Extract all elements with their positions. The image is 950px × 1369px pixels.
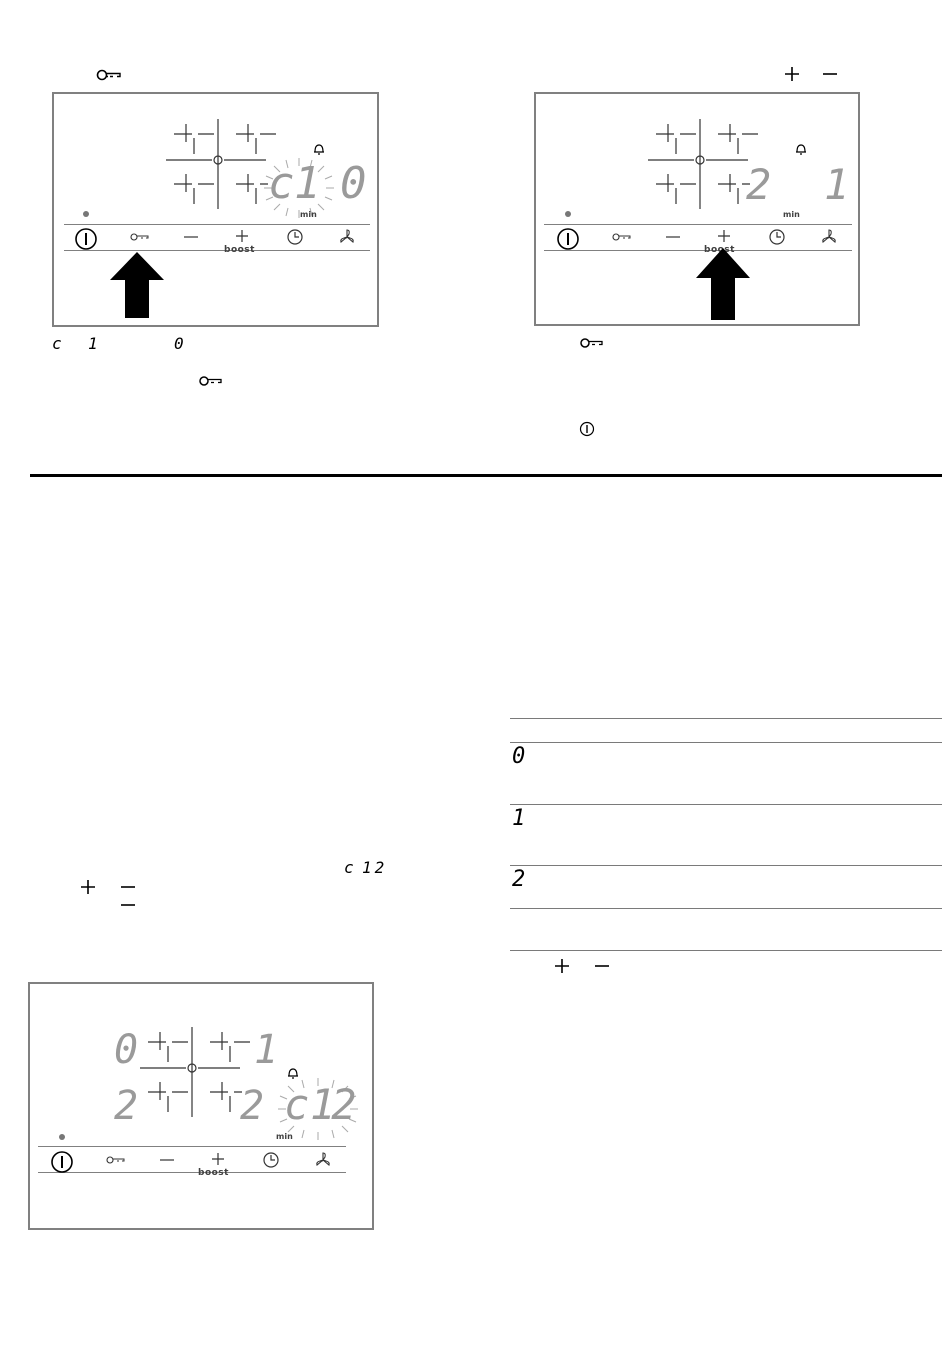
key-icon[interactable] xyxy=(130,232,150,242)
key-icon[interactable] xyxy=(612,232,632,242)
key-icon xyxy=(96,68,122,82)
minus-icon xyxy=(822,66,838,82)
display-digit-a: 1 xyxy=(294,158,321,209)
boost-label-a: boost xyxy=(224,245,255,255)
min-label-c: min xyxy=(276,1132,293,1141)
caption-code-a: c xyxy=(52,334,62,353)
section-divider xyxy=(30,474,942,477)
minus-icon[interactable] xyxy=(664,230,682,244)
bell-icon xyxy=(794,142,808,156)
indicator-dot-c xyxy=(59,1134,65,1140)
caption-value-a: 0 xyxy=(174,334,184,353)
table-rule-top xyxy=(510,718,942,719)
bell-icon xyxy=(312,142,326,156)
display-code-c: c xyxy=(284,1080,310,1129)
caption-digit-a: 1 xyxy=(88,334,98,353)
minus-icon[interactable] xyxy=(182,230,200,244)
fan-icon[interactable] xyxy=(314,1151,332,1169)
minus-icon xyxy=(120,879,136,895)
timer-icon[interactable] xyxy=(768,228,786,246)
display-code-a: c xyxy=(268,158,295,209)
plus-icon xyxy=(554,958,570,974)
timer-icon[interactable] xyxy=(262,1151,280,1169)
display-digits-c: 12 xyxy=(310,1080,353,1129)
control-panel-c xyxy=(28,982,374,1230)
key-icon xyxy=(199,375,223,387)
indicator-dot-b xyxy=(565,211,571,217)
control-panel-b xyxy=(534,92,860,326)
indicator-dot-a xyxy=(83,211,89,217)
minus-icon xyxy=(120,897,136,913)
minus-icon[interactable] xyxy=(158,1153,176,1167)
key-icon[interactable] xyxy=(106,1155,126,1165)
strip-top-line-a xyxy=(64,224,370,225)
min-label-b: min xyxy=(783,210,800,219)
zone-bottom-right-level: 2 xyxy=(240,1083,265,1129)
table-rule xyxy=(510,804,942,805)
zone-bottom-left-level: 2 xyxy=(114,1083,139,1129)
plus-icon[interactable] xyxy=(210,1151,226,1167)
table-row-value: 2 xyxy=(512,867,526,892)
strip-bottom-line-a xyxy=(64,250,370,251)
table-row-value: 1 xyxy=(512,806,526,831)
display-value-a: 0 xyxy=(340,158,367,209)
display-value-b: 1 xyxy=(824,160,850,209)
display-code-b: 2 xyxy=(746,160,772,209)
plus-icon[interactable] xyxy=(234,228,250,244)
strip-top-line-b xyxy=(544,224,852,225)
plus-icon xyxy=(80,879,96,895)
minus-icon xyxy=(594,958,610,974)
plus-icon[interactable] xyxy=(716,228,732,244)
arrow-up-icon xyxy=(110,252,164,318)
boost-label-b: boost xyxy=(704,245,735,255)
power-icon[interactable] xyxy=(50,1150,74,1174)
fan-icon[interactable] xyxy=(338,228,356,246)
strip-top-line-c xyxy=(38,1146,346,1147)
inline-code-digits: 12 xyxy=(362,858,388,877)
table-row-value: 0 xyxy=(512,744,526,769)
control-panel-a xyxy=(52,92,379,327)
power-icon[interactable] xyxy=(74,227,98,251)
fan-icon[interactable] xyxy=(820,228,838,246)
table-rule-header xyxy=(510,742,942,743)
key-icon xyxy=(580,337,604,349)
boost-label-c: boost xyxy=(198,1168,229,1178)
power-icon[interactable] xyxy=(556,227,580,251)
plus-icon xyxy=(784,66,800,82)
table-rule xyxy=(510,908,942,909)
zone-top-right-level: 1 xyxy=(254,1027,279,1073)
power-icon xyxy=(579,421,595,437)
zone-top-left-level: 0 xyxy=(114,1027,139,1073)
arrow-up-icon xyxy=(696,248,750,320)
min-label-a: min xyxy=(300,210,317,219)
timer-icon[interactable] xyxy=(286,228,304,246)
strip-bottom-line-c xyxy=(38,1172,346,1173)
inline-code-letter: c xyxy=(344,858,354,877)
table-rule-bottom xyxy=(510,950,942,951)
table-rule xyxy=(510,865,942,866)
